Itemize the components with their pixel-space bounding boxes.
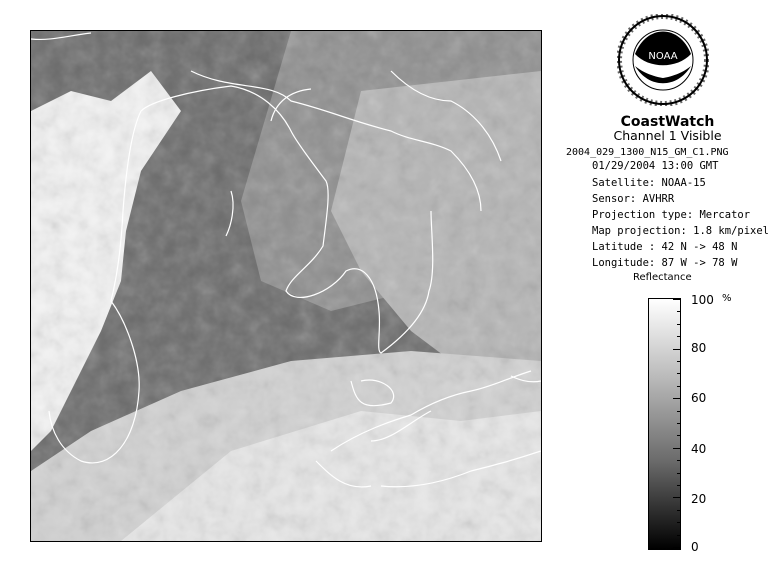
colorbar-tick [677,324,681,325]
metadata-satellite: Satellite: NOAA-15 [592,177,706,189]
metadata-sensor: Sensor: AVHRR [592,193,675,205]
datetime-label: 01/29/2004 13:00 GMT [592,160,719,172]
colorbar-tick [677,485,681,486]
colorbar-tick [673,448,681,449]
logo-text: NOAA [648,51,678,62]
legend-unit: % [722,293,732,304]
colorbar-tick [677,373,681,374]
colorbar-tick [677,522,681,523]
colorbar-tick [673,299,681,300]
tick-label-0: 0 [691,540,699,554]
colorbar-tick [677,361,681,362]
colorbar-tick [677,460,681,461]
metadata-map-projection: Map projection: 1.8 km/pixel [592,225,770,237]
metadata-projection-type: Projection type: Mercator [592,209,751,221]
colorbar-tick [673,398,681,399]
colorbar-tick [677,336,681,337]
tick-label-80: 80 [691,341,707,355]
reflectance-colorbar [648,298,681,550]
colorbar-tick [677,311,681,312]
colorbar-tick [677,386,681,387]
tick-label-20: 20 [691,492,707,506]
metadata-longitude: Longitude: 87 W -> 78 W [592,257,738,269]
colorbar-tick [677,535,681,536]
legend-title: Reflectance [633,272,692,283]
colorbar-tick [677,423,681,424]
satellite-image [30,30,542,542]
colorbar-tick [677,510,681,511]
map-svg [31,31,541,541]
filename-label: 2004_029_1300_N15_GM_C1.PNG [566,147,729,158]
colorbar-tick [677,473,681,474]
tick-label-100: 100 [691,293,714,307]
app-title: CoastWatch [620,114,715,130]
colorbar-tick [673,547,681,548]
cloud-texture [31,31,541,541]
noaa-logo-icon [617,14,709,106]
colorbar-tick [673,497,681,498]
colorbar-tick [677,435,681,436]
metadata-latitude: Latitude : 42 N -> 48 N [592,241,738,253]
colorbar-tick [673,349,681,350]
channel-label: Channel 1 Visible [613,128,722,143]
colorbar-tick [677,411,681,412]
tick-label-40: 40 [691,442,707,456]
tick-label-60: 60 [691,391,707,405]
